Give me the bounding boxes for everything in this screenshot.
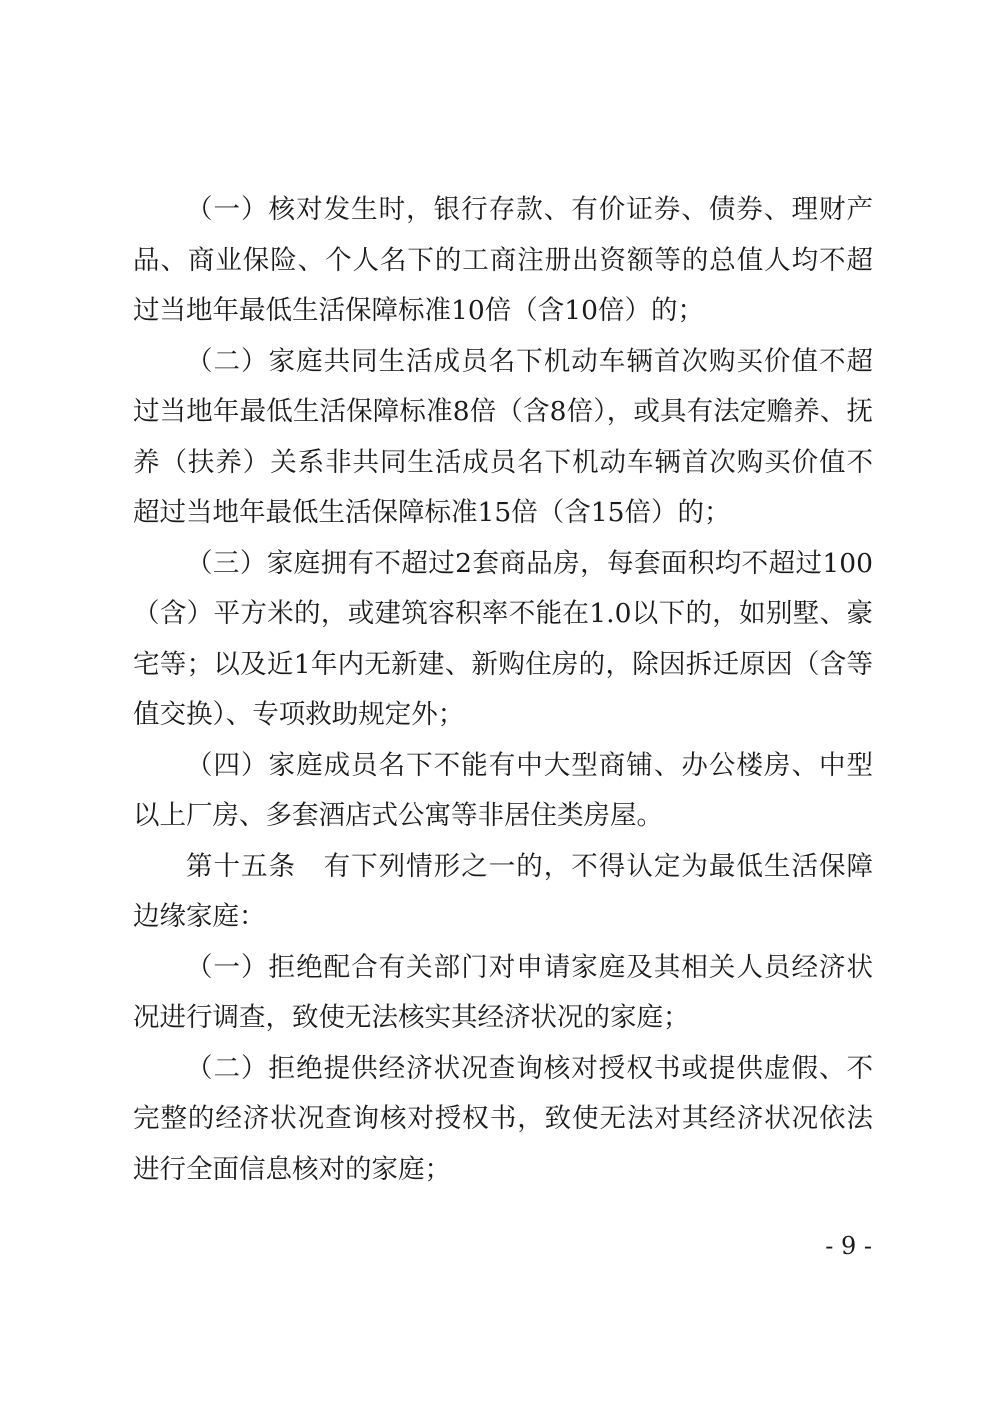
paragraph-article-15: 第十五条 有下列情形之一的，不得认定为最低生活保障边缘家庭：: [133, 850, 873, 932]
page-number: - 9 -: [825, 1232, 872, 1260]
paragraph-item-1-assets: （一）核对发生时，银行存款、有价证券、债券、理财产品、商业保险、个人名下的工商注册出资额等的总值人均不超过当地年最低生活保障标准10倍（含10倍）的；: [133, 194, 873, 326]
paragraph-item-3-housing: （三）家庭拥有不超过2套商品房，每套面积均不超过100（含）平方米的，或建筑容积率不能在1.0以下的，如别墅、豪宅等；以及近1年内无新建、新购住房的，除因拆迁原因（含等值交换）、专项救助规定外；: [133, 547, 873, 730]
paragraph-item-2-vehicles: （二）家庭共同生活成员名下机动车辆首次购买价值不超过当地年最低生活保障标准8倍（含8倍），或具有法定赡养、抚养（扶养）关系非共同生活成员名下机动车辆首次购买价值不超过当地年最低生活保障标准15倍（含15倍）的；: [133, 345, 873, 528]
paragraph-item-1-refuse-investigation: （一）拒绝配合有关部门对申请家庭及其相关人员经济状况进行调查，致使无法核实其经济状况的家庭；: [133, 951, 873, 1033]
document-body: [133, 185, 873, 1195]
paragraph-item-2-refuse-authorization: （二）拒绝提供经济状况查询核对授权书或提供虚假、不完整的经济状况查询核对授权书，致使无法对其经济状况依法进行全面信息核对的家庭；: [133, 1052, 873, 1185]
paragraph-item-4-commercial-property: （四）家庭成员名下不能有中大型商铺、办公楼房、中型以上厂房、多套酒店式公寓等非居住类房屋。: [133, 749, 873, 831]
